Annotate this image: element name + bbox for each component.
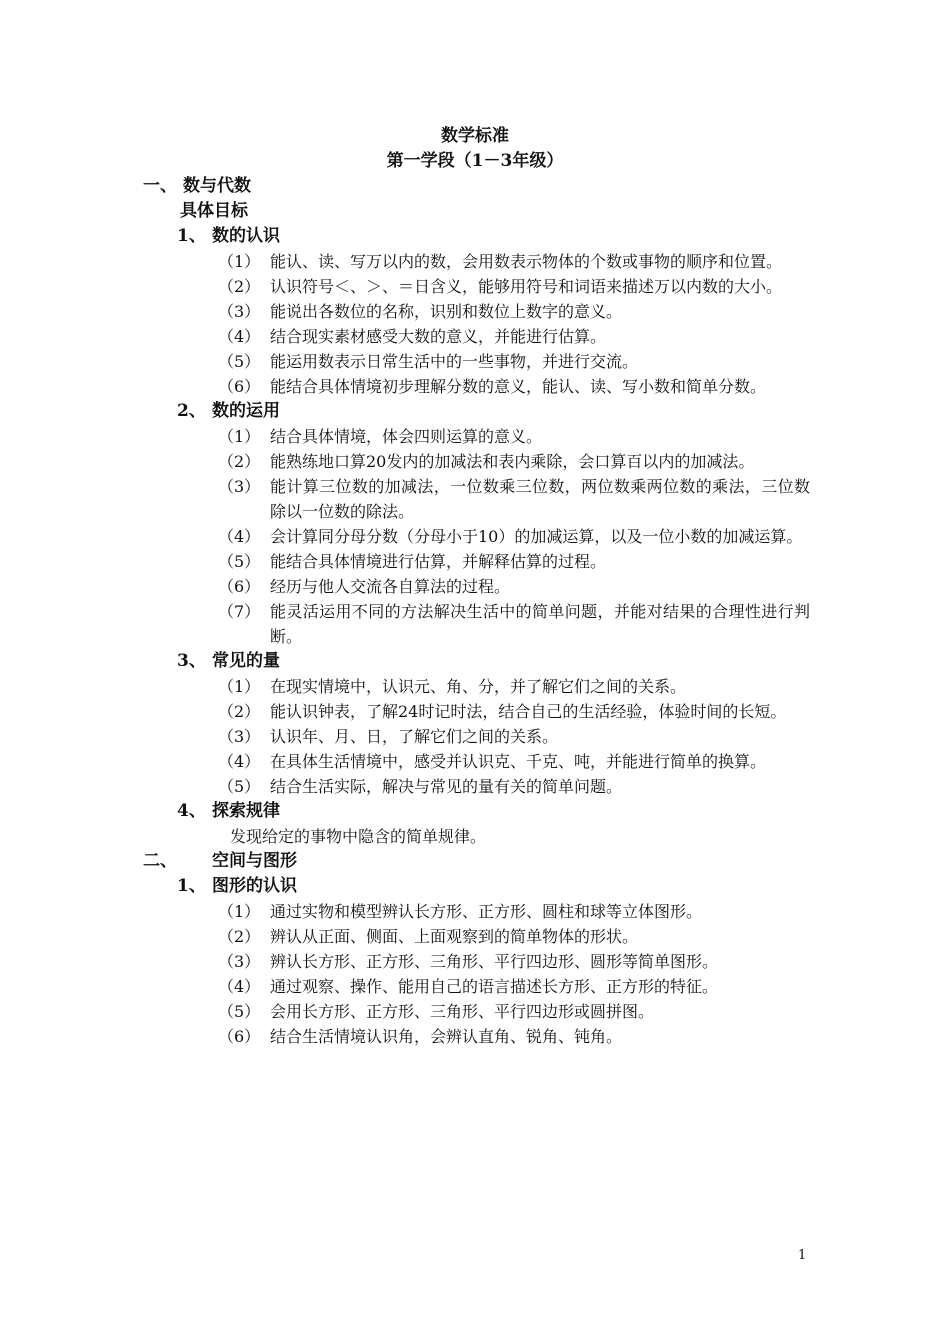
section-number: 二、 — [143, 851, 177, 871]
group-heading — [0, 399, 950, 424]
list-item — [0, 949, 950, 974]
item-text: 通过观察、操作、能用自己的语言描述长方形、正方形的特征。 — [270, 977, 719, 996]
item-number: （4） — [218, 327, 261, 346]
list-item — [0, 474, 950, 524]
group-number: 1、 — [177, 226, 206, 246]
page-number: 1 — [798, 1248, 807, 1263]
item-text: 能计算三位数的加减法，一位数乘三位数，两位数乘两位数的乘法，三位数除以一位数的除法。 — [270, 477, 810, 521]
item-number: （1） — [218, 677, 261, 696]
item-text: 能熟练地口算20发内的加减法和表内乘除，会口算百以内的加减法。 — [270, 452, 755, 471]
item-number: （1） — [218, 427, 261, 446]
item-number: （6） — [218, 1027, 261, 1046]
item-number: （3） — [218, 727, 261, 746]
item-number: （4） — [218, 752, 261, 771]
group-heading — [0, 874, 950, 899]
item-text: 能运用数表示日常生活中的一些事物，并进行交流。 — [270, 352, 639, 371]
section-title: 空间与图形 — [212, 851, 297, 871]
document-body — [0, 174, 950, 1049]
list-item — [0, 924, 950, 949]
group-title: 数的运用 — [212, 401, 280, 421]
document-subtitle: 第一学段（1－3年级） — [386, 151, 564, 171]
list-item — [0, 574, 950, 599]
list-item — [0, 674, 950, 699]
list-item — [0, 324, 950, 349]
item-text: 结合现实素材感受大数的意义，并能进行估算。 — [270, 327, 607, 346]
item-text: 会计算同分母分数（分母小于10）的加减运算，以及一位小数的加减运算。 — [270, 527, 803, 546]
list-item — [0, 524, 950, 549]
item-number: （2） — [218, 277, 261, 296]
item-number: （2） — [218, 452, 261, 471]
list-item — [0, 424, 950, 449]
item-number: （1） — [218, 252, 261, 271]
item-number: （5） — [218, 1002, 261, 1021]
item-number: （5） — [218, 352, 261, 371]
item-number: （5） — [218, 777, 261, 796]
group-heading — [0, 224, 950, 249]
item-text: 结合生活实际，解决与常见的量有关的简单问题。 — [270, 777, 623, 796]
group-heading — [0, 649, 950, 674]
list-item — [0, 449, 950, 474]
item-text: 认识符号＜、＞、＝日含义，能够用符号和词语来描述万以内数的大小。 — [270, 277, 783, 296]
list-item — [0, 1024, 950, 1049]
list-item — [0, 974, 950, 999]
section-heading — [0, 849, 950, 874]
item-number: （7） — [218, 602, 261, 621]
item-number: （3） — [218, 477, 261, 496]
group-number: 1、 — [177, 876, 206, 896]
item-text: 能认识钟表，了解24时记时法，结合自己的生活经验，体验时间的长短。 — [270, 702, 787, 721]
group-number: 2、 — [177, 401, 206, 421]
section-title: 数与代数 — [183, 176, 251, 196]
document-title: 数学标准 — [441, 126, 509, 146]
item-number: （6） — [218, 377, 261, 396]
section-number: 一、 — [143, 176, 177, 196]
item-text: 在现实情境中，认识元、角、分，并了解它们之间的关系。 — [270, 677, 687, 696]
item-number: （2） — [218, 702, 261, 721]
list-item — [0, 774, 950, 799]
item-text: 辨认从正面、侧面、上面观察到的简单物体的形状。 — [270, 927, 639, 946]
list-item — [0, 999, 950, 1024]
group-title: 常见的量 — [212, 651, 280, 671]
group-title: 数的认识 — [212, 226, 280, 246]
subheading: 具体目标 — [180, 201, 248, 221]
list-item — [0, 549, 950, 574]
item-number: （4） — [218, 977, 261, 996]
group-title: 图形的认识 — [212, 876, 297, 896]
item-number: （3） — [218, 302, 261, 321]
paragraph: 发现给定的事物中隐含的简单规律。 — [230, 827, 487, 846]
item-number: （3） — [218, 952, 261, 971]
item-number: （2） — [218, 927, 261, 946]
list-item — [0, 749, 950, 774]
item-text: 能结合具体情境进行估算，并解释估算的过程。 — [270, 552, 607, 571]
item-number: （6） — [218, 577, 261, 596]
group-number: 4、 — [177, 801, 206, 821]
item-text: 能说出各数位的名称，识别和数位上数字的意义。 — [270, 302, 623, 321]
group-heading — [0, 799, 950, 824]
group-number: 3、 — [177, 651, 206, 671]
group-title: 探索规律 — [212, 801, 280, 821]
list-item — [0, 299, 950, 324]
item-text: 能灵活运用不同的方法解决生活中的简单问题，并能对结果的合理性进行判断。 — [270, 602, 810, 646]
list-item — [0, 249, 950, 274]
section-heading — [0, 174, 950, 199]
item-text: 结合生活情境认识角，会辨认直角、锐角、钝角。 — [270, 1027, 623, 1046]
item-number: （4） — [218, 527, 261, 546]
item-text: 会用长方形、正方形、三角形、平行四边形或圆拼图。 — [270, 1002, 655, 1021]
item-text: 在具体生活情境中，感受并认识克、千克、吨，并能进行简单的换算。 — [270, 752, 767, 771]
list-item — [0, 349, 950, 374]
list-item — [0, 724, 950, 749]
list-item — [0, 274, 950, 299]
list-item — [0, 899, 950, 924]
list-item — [0, 374, 950, 399]
item-text: 辨认长方形、正方形、三角形、平行四边形、圆形等简单图形。 — [270, 952, 719, 971]
item-text: 能结合具体情境初步理解分数的意义，能认、读、写小数和简单分数。 — [270, 377, 767, 396]
item-number: （1） — [218, 902, 261, 921]
item-text: 结合具体情境，体会四则运算的意义。 — [270, 427, 543, 446]
item-text: 通过实物和模型辨认长方形、正方形、圆柱和球等立体图形。 — [270, 902, 703, 921]
item-text: 能认、读、写万以内的数，会用数表示物体的个数或事物的顺序和位置。 — [270, 252, 783, 271]
item-number: （5） — [218, 552, 261, 571]
list-item — [0, 599, 950, 649]
item-text: 认识年、月、日，了解它们之间的关系。 — [270, 727, 559, 746]
list-item — [0, 699, 950, 724]
item-text: 经历与他人交流各自算法的过程。 — [270, 577, 511, 596]
